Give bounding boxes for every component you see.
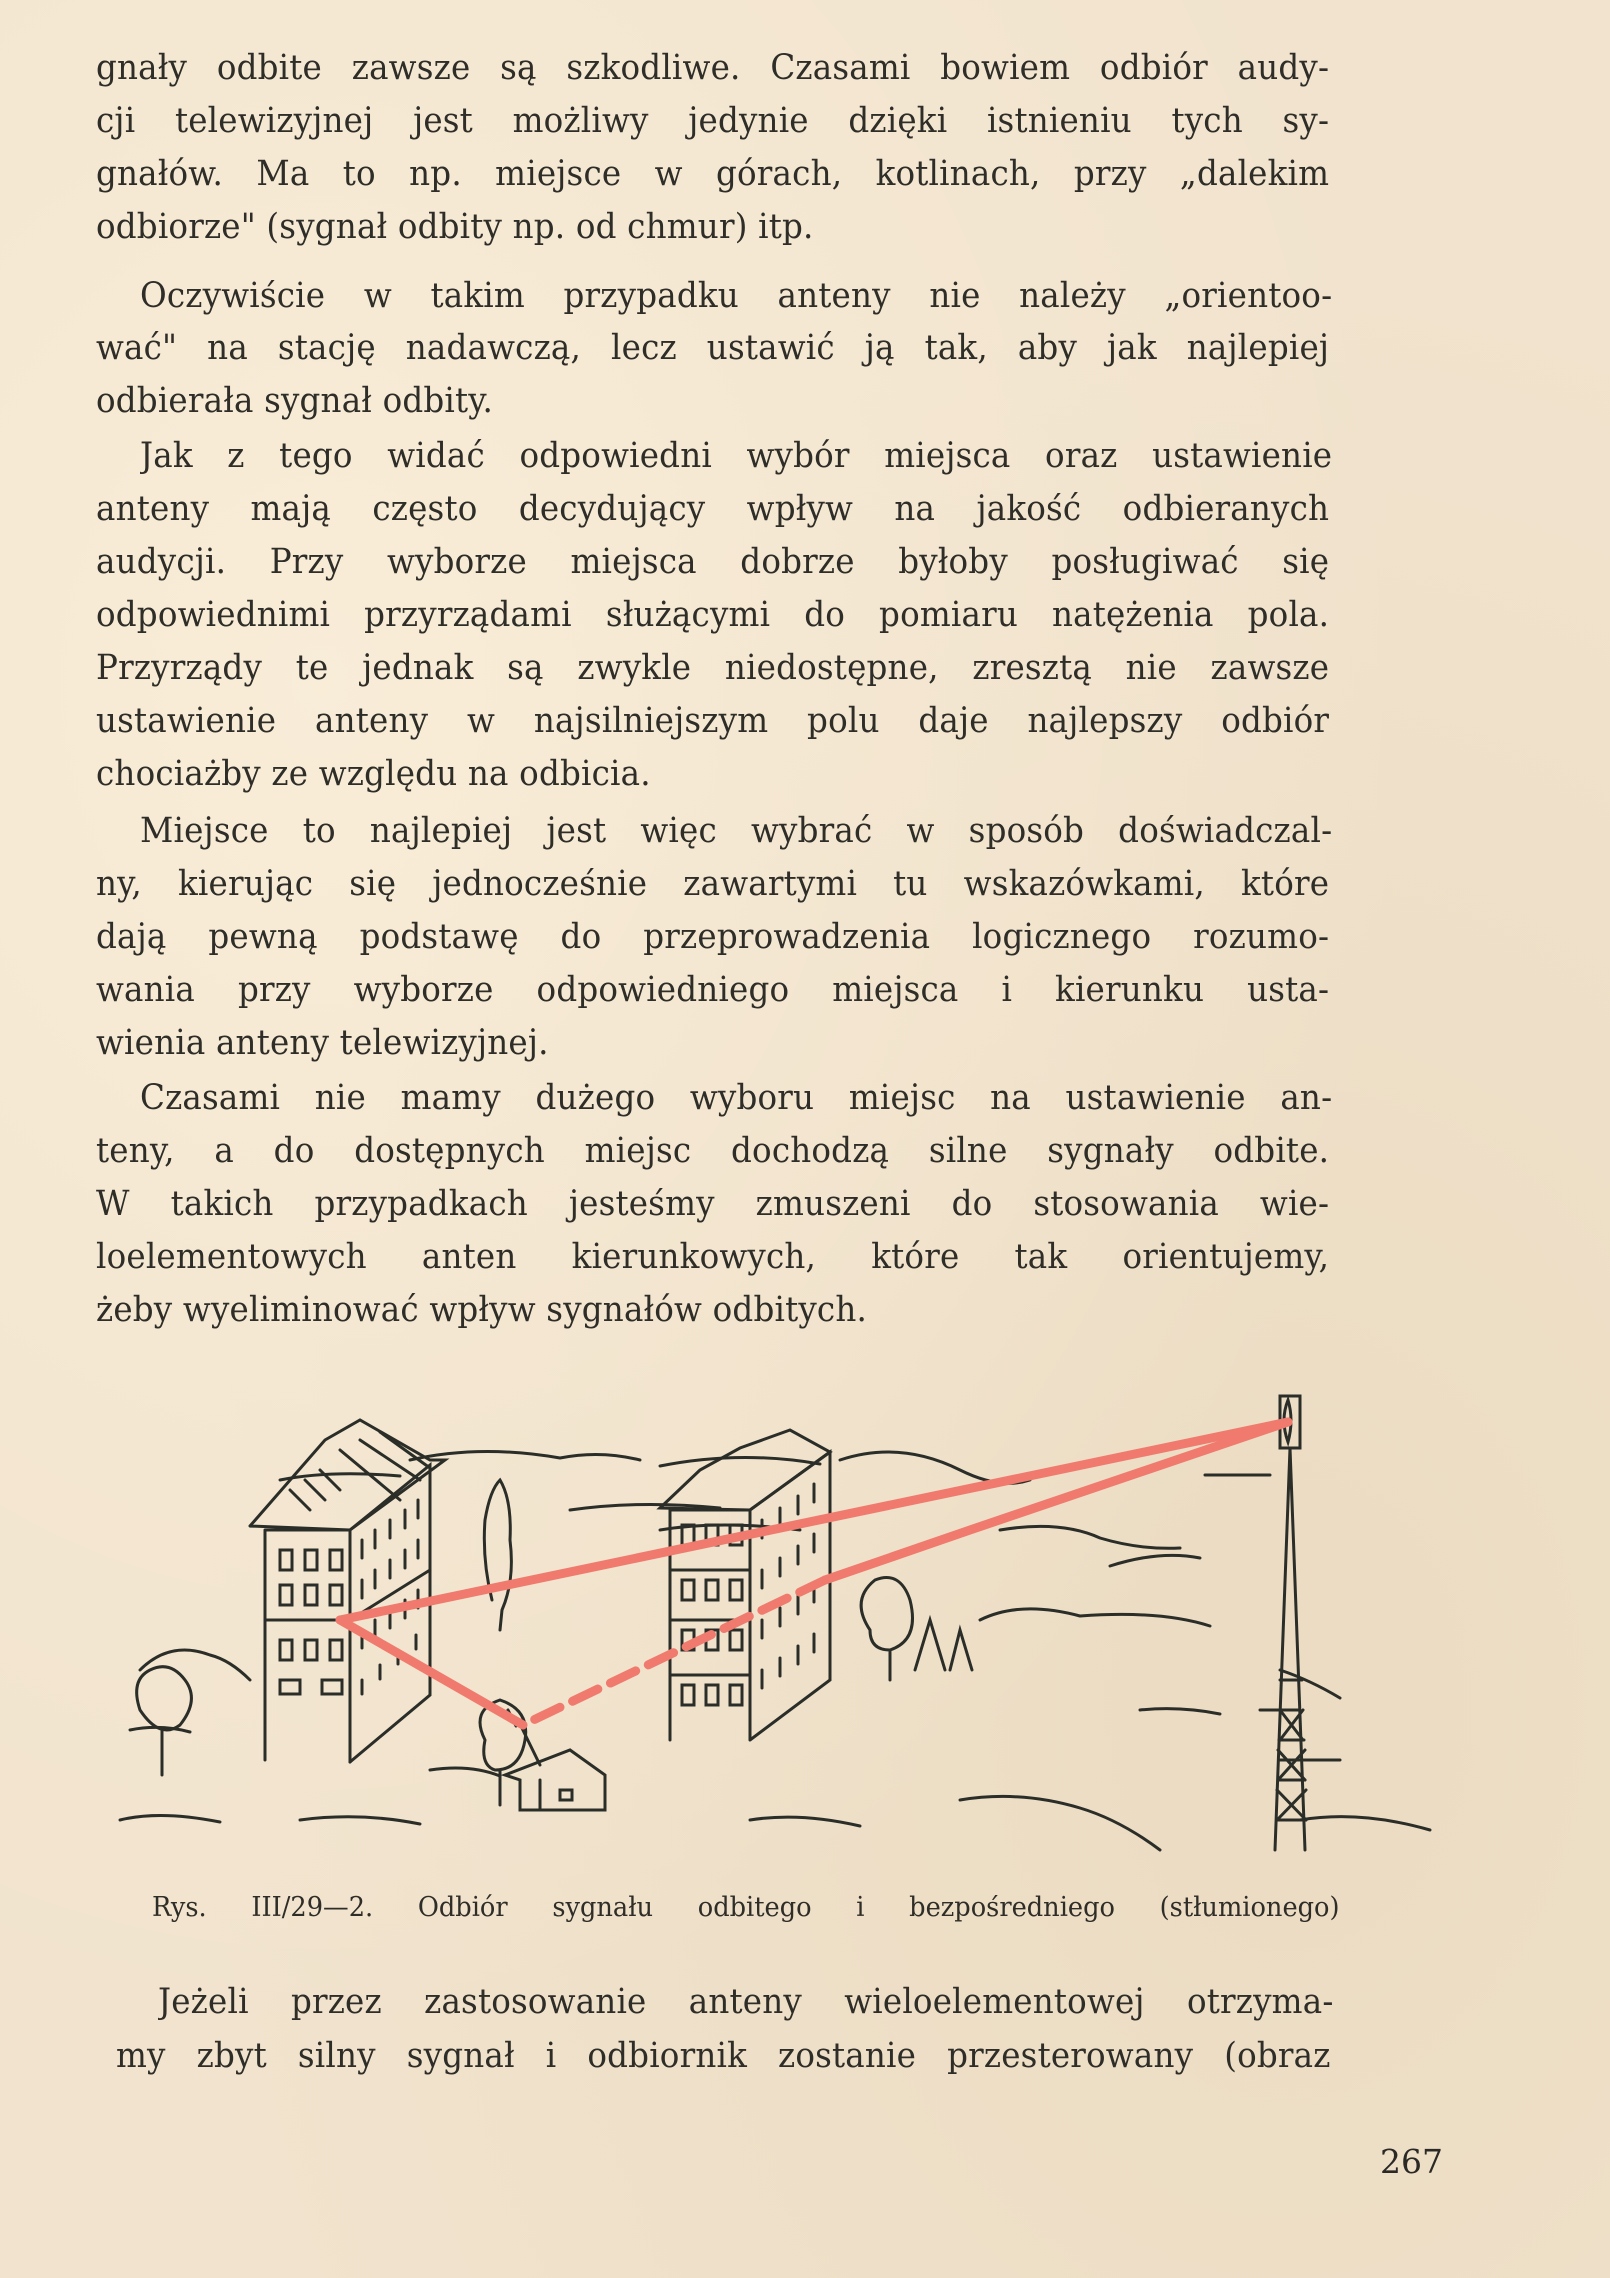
text-line: wania przy wyborze odpowiedniego miejsca i kierunku usta-: [96, 970, 1330, 1010]
text-line: gnały odbite zawsze są szkodliwe. Czasami bowiem odbiór audy-: [96, 48, 1330, 88]
text-line: odbierała sygnał odbity.: [96, 381, 494, 421]
text-line: Jak z tego widać odpowiedni wybór miejsca oraz ustawienie: [140, 436, 1333, 476]
hill-line: [280, 1474, 400, 1480]
hill-line: [1000, 1526, 1180, 1548]
text-line: my zbyt silny sygnał i odbiornik zostanie przesterowany (obraz: [116, 2036, 1331, 2076]
text-line: Czasami nie mamy dużego wyboru miejsc na ustawienie an-: [140, 1078, 1333, 1118]
text-line: W takich przypadkach jesteśmy zmuszeni do stosowania wie-: [96, 1184, 1330, 1224]
signal-paths: [340, 1422, 1288, 1725]
ground-line: [430, 1768, 500, 1776]
text-line: Oczywiście w takim przypadku anteny nie należy „orientoo-: [140, 276, 1333, 316]
conifer-trees: [915, 1620, 972, 1670]
text-line: ny, kierując się jednocześnie zawartymi tu wskazówkami, które: [96, 864, 1330, 904]
left-building: [250, 1420, 445, 1762]
page-number: 267: [1380, 2142, 1443, 2181]
hill-line: [980, 1609, 1210, 1626]
shrub-tree: [137, 1667, 192, 1775]
ground-line: [1140, 1709, 1220, 1714]
text-line: ustawienie anteny w najsilniejszym polu daje najlepszy odbiór: [96, 701, 1330, 741]
text-line: Jeżeli przez zastosowanie anteny wieloelementowej otrzyma-: [158, 1982, 1334, 2022]
text-line: teny, a do dostępnych miejsc dochodzą silne sygnały odbite.: [96, 1131, 1330, 1171]
text-line: odpowiednimi przyrządami służącymi do pomiaru natężenia pola.: [96, 595, 1330, 635]
ground-line: [120, 1815, 220, 1822]
text-line: odbiorze" (sygnał odbity np. od chmur) itp.: [96, 207, 814, 247]
text-line: Przyrządy te jednak są zwykle niedostępne, zresztą nie zawsze: [96, 648, 1330, 688]
text-line: cji telewizyjnej jest możliwy jedynie dzięki istnieniu tych sy-: [96, 101, 1330, 141]
text-line: audycji. Przy wyborze miejsca dobrze byłoby posługiwać się: [96, 542, 1330, 582]
text-line: gnałów. Ma to np. miejsce w górach, kotlinach, przy „dalekim: [96, 154, 1330, 194]
text-line: chociażby ze względu na odbicia.: [96, 754, 651, 794]
ground-line: [750, 1817, 860, 1826]
ground-line: [960, 1796, 1160, 1850]
text-line: żeby wyeliminować wpływ sygnałów odbitych.: [96, 1290, 868, 1330]
text-line: dają pewną podstawę do przeprowadzenia logicznego rozumo-: [96, 917, 1330, 957]
ground-line: [300, 1817, 420, 1824]
direct-signal-dashed: [523, 1580, 825, 1725]
hill-line: [140, 1650, 250, 1680]
text-line: Miejsce to najlepiej jest więc wybrać w sposób doświadczal-: [140, 811, 1333, 851]
text-line: loelementowych anten kierunkowych, które tak orientujemy,: [96, 1237, 1330, 1277]
hill-line: [660, 1457, 820, 1466]
figure-illustration: [100, 1380, 1460, 1860]
poplar-tree: [484, 1480, 511, 1630]
text-line: wienia anteny telewizyjnej.: [96, 1023, 549, 1063]
hill-line: [1110, 1555, 1200, 1566]
right-tree: [861, 1578, 912, 1681]
transmitter-tower: [1275, 1396, 1306, 1850]
text-line: wać" na stację nadawczą, lecz ustawić ją tak, aby jak najlepiej: [96, 328, 1330, 368]
signal-reflection-illustration: [100, 1380, 1460, 1860]
text-line: anteny mają często decydujący wpływ na jakość odbieranych: [96, 489, 1330, 529]
figure-caption: Rys. III/29—2. Odbiór sygnału odbitego i bezpośredniego (stłumionego): [152, 1892, 1340, 1923]
ground-line: [1300, 1817, 1430, 1830]
hill-line: [1280, 1670, 1340, 1698]
